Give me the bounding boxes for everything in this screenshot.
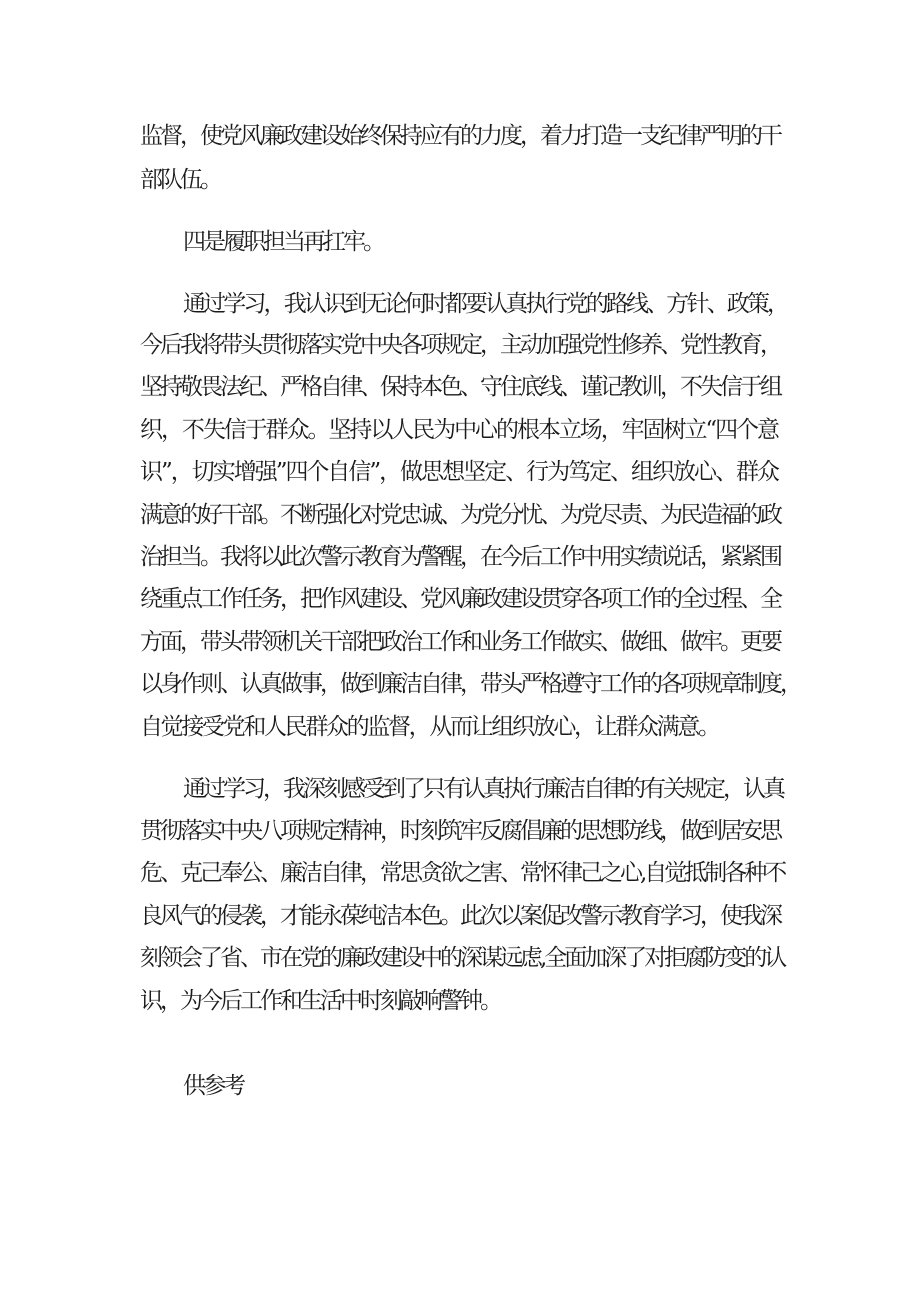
text-line: 部队伍。 (140, 167, 220, 193)
text-line: 识”，切实增强”四个自信”，做思想坚定、行为笃定、组织放心、群众 (140, 459, 778, 485)
text-line: 坚持敬畏法纪、严格自律、保持本色、守住底线、谨记教训，不失信于组 (140, 374, 780, 400)
text-line: 以身作则、认真做事，做到廉洁自律，带头严格遵守工作的各项规章制度， (140, 671, 800, 697)
text-line: 贯彻落实中央八项规定精神，时刻筑牢反腐倡廉的思想防线，做到居安思 (140, 818, 780, 844)
text-line: 满意的好干部。不断强化对党忠诚、为党分忧、为党尽责、为民造福的政 (140, 502, 780, 528)
section-heading: 四是履职担当再扛牢。 (183, 229, 383, 255)
text-line: 通过学习，我深刻感受到了只有认真执行廉洁自律的有关规定，认真 (183, 776, 783, 802)
text-line: 危、克己奉公、廉洁自律，常思贪欲之害、常怀律己之心,自觉抵制各种不 (140, 860, 785, 886)
text-line: 方面，带头带领机关干部把政治工作和业务工作做实、做细、做牢。更要 (140, 629, 780, 655)
text-line: 今后我将带头贯彻落实党中央各项规定，主动加强党性修养、党性教育， (140, 332, 780, 358)
text-line: 治担当。我将以此次警示教育为警醒，在今后工作中用实绩说话，紧紧围 (140, 544, 780, 570)
text-line: 刻领会了省、市在党的廉政建设中的深谋远虑,全面加深了对拒腐防变的认 (140, 945, 785, 971)
text-line: 通过学习，我认识到无论何时都要认真执行党的路线、方针、政策， (183, 291, 788, 317)
closing-note: 供参考 (183, 1073, 243, 1099)
text-line: 绕重点工作任务，把作风建设、党风廉政建设贯穿各项工作的全过程、全 (140, 586, 780, 612)
text-line: 自觉接受党和人民群众的监督，从而让组织放心，让群众满意。 (140, 714, 719, 740)
text-line: 识，为今后工作和生活中时刻敲响警钟。 (140, 988, 500, 1014)
text-line: 监督，使党风廉政建设始终保持应有的力度，着力打造一支纪律严明的干 (140, 123, 780, 149)
text-line: 织，不失信于群众。坚持以人民为中心的根本立场，牢固树立“四个意 (140, 417, 778, 443)
text-line: 良风气的侵袭，才能永葆纯洁本色。此次以案促改警示教育学习，使我深 (140, 903, 780, 929)
